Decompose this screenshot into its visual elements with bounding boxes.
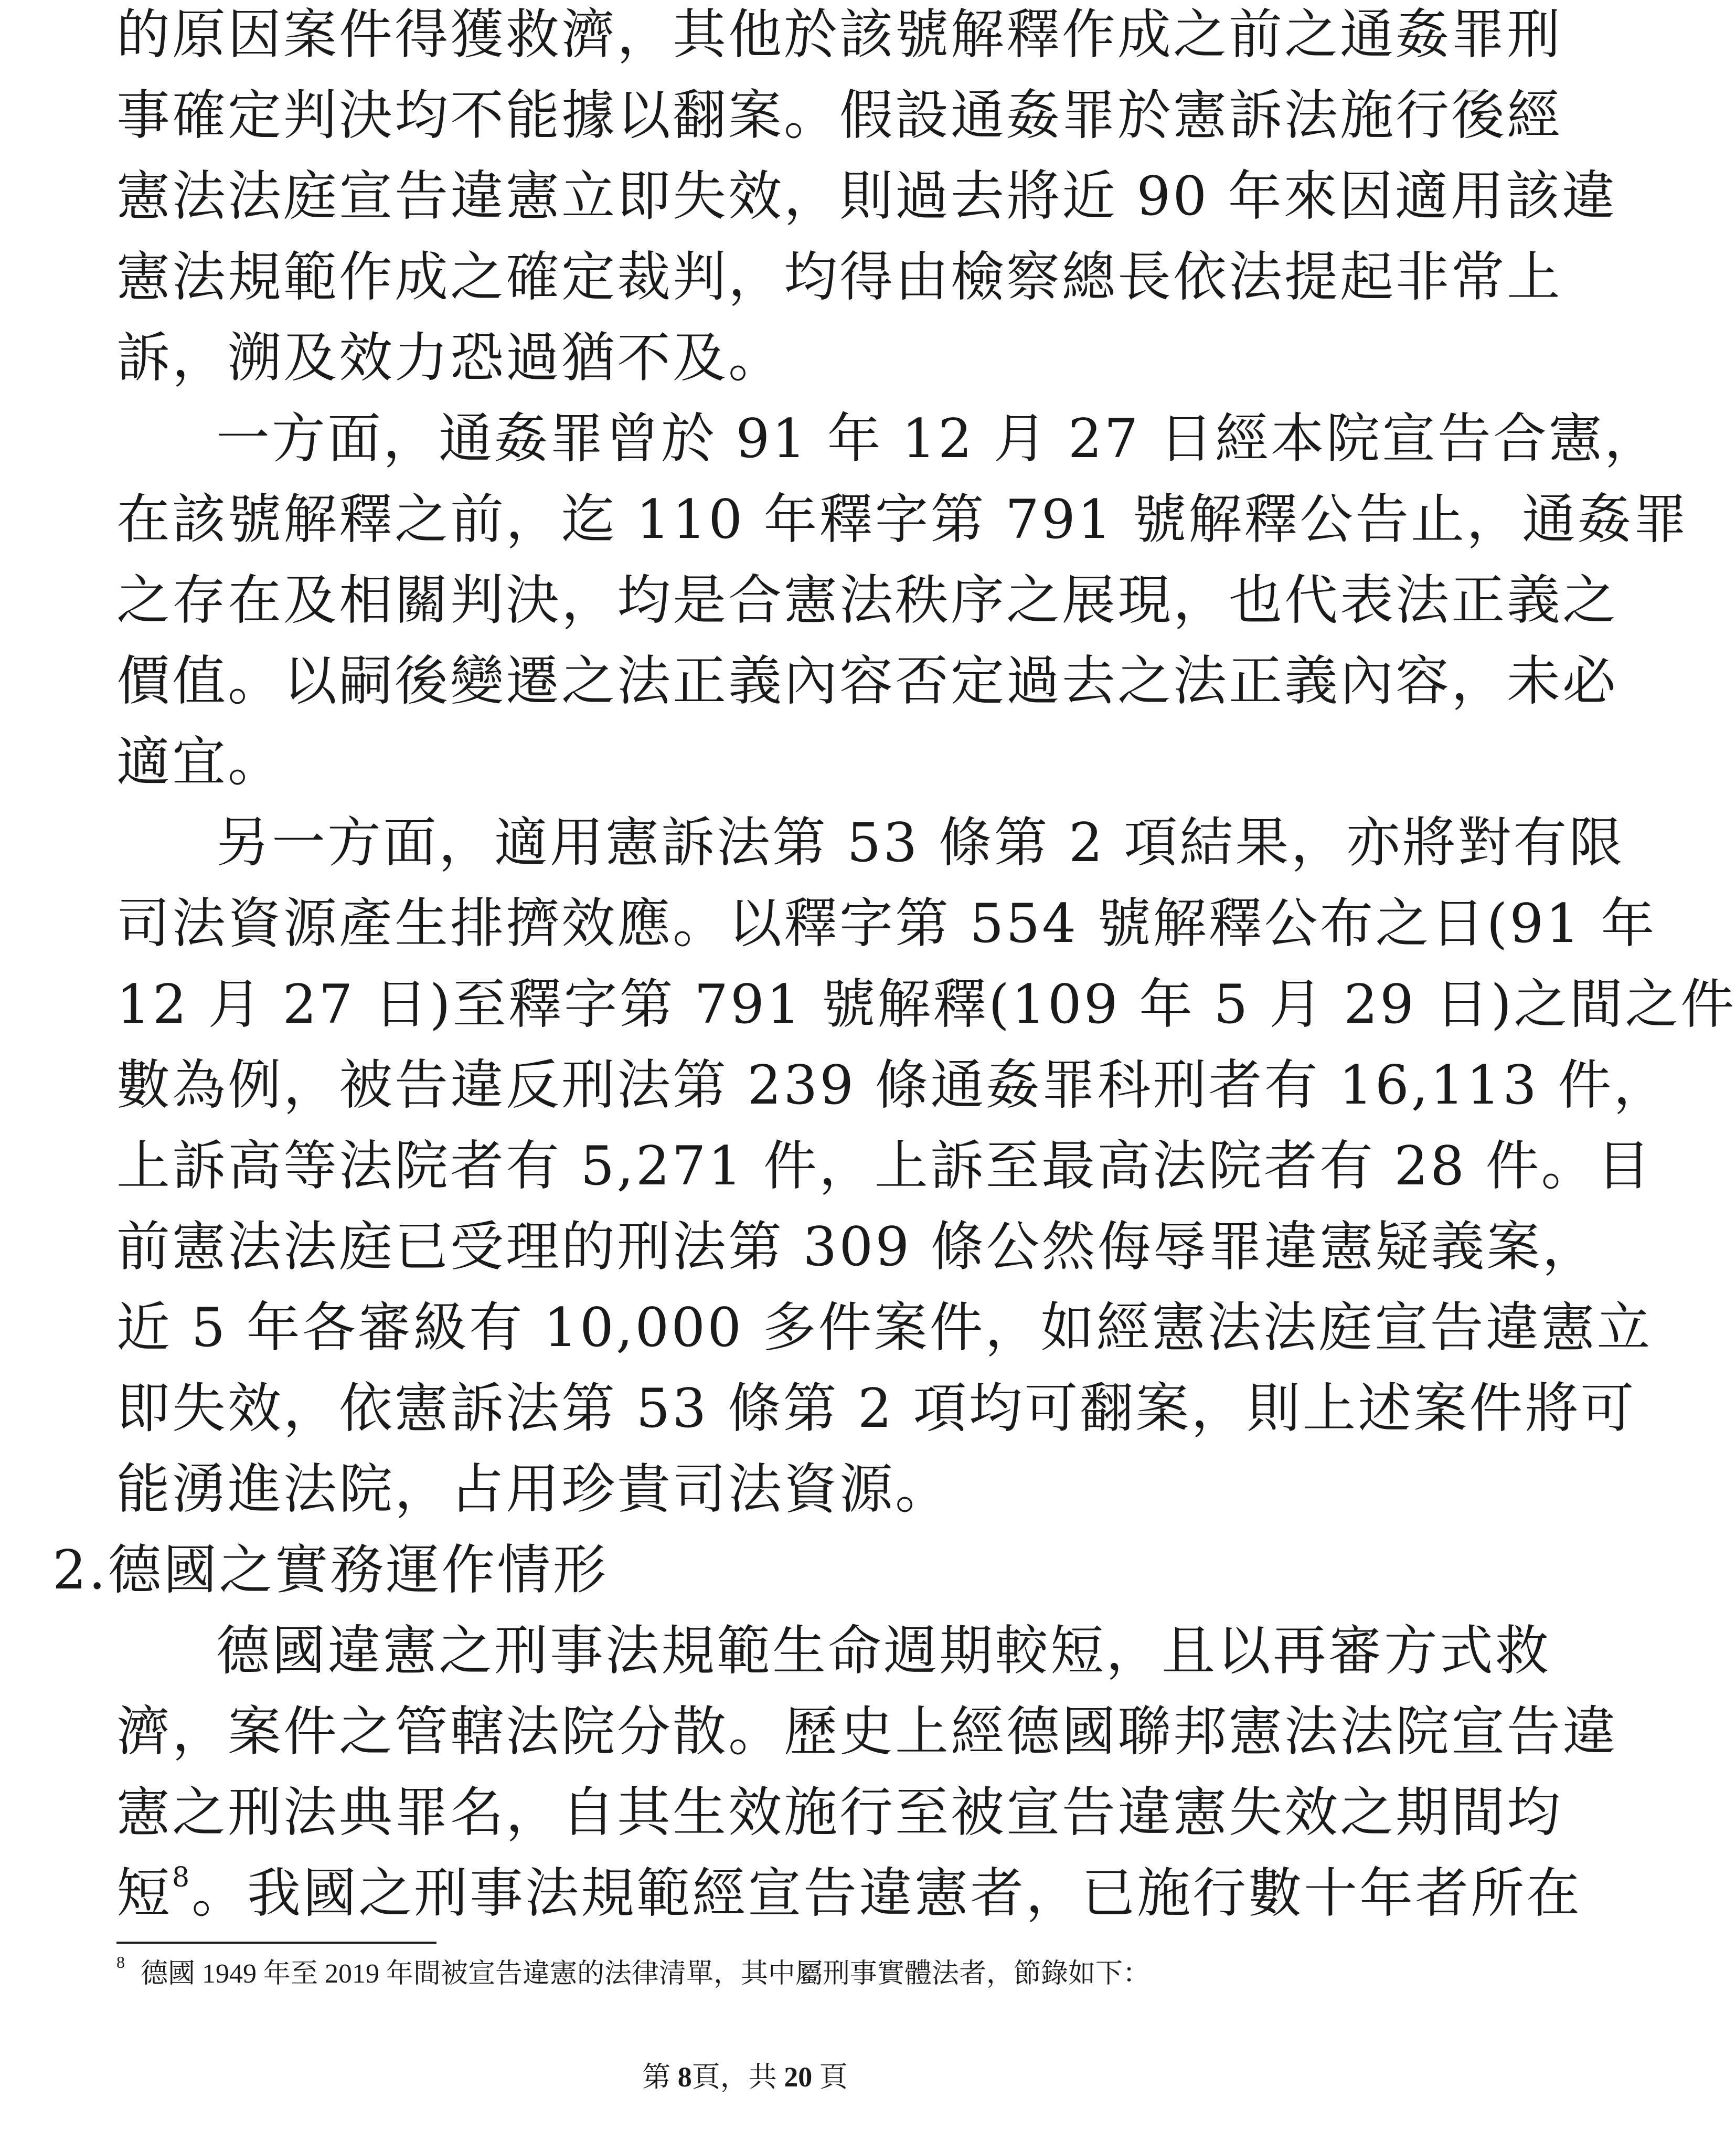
body-text-line: 數為例，被告違反刑法第 239 條通姦罪科刑者有 16,113 件， — [116, 1054, 1669, 1117]
body-text-line: 近 5 年各審級有 10,000 多件案件，如經憲法法庭宣告違憲立 — [116, 1297, 1653, 1359]
body-text-line: 訴，溯及效力恐過猶不及。 — [116, 327, 784, 389]
paragraph-first-line: 一方面，通姦罪曾於 91 年 12 月 27 日經本院宣告合憲， — [216, 408, 1660, 470]
footnote-text: 德國 1949 年至 2019 年間被宣告違憲的法律清單，其中屬刑事實體法者，節錄如下： — [141, 1959, 1151, 1989]
body-text-line: 憲法規範作成之確定裁判，均得由檢察總長依法提起非常上 — [116, 246, 1562, 309]
body-text-line: 上訴高等法院者有 5,271 件，上訴至最高法院者有 28 件。目 — [116, 1135, 1653, 1198]
body-text-line: 12 月 27 日)至釋字第 791 號解釋(109 年 5 月 29 日)之間之件 — [116, 973, 1736, 1036]
body-text-line: 司法資源產生排擠效應。以釋字第 554 號解釋公布之日(91 年 — [116, 893, 1657, 955]
body-text-line: 能湧進法院，占用珍貴司法資源。 — [116, 1458, 951, 1521]
page-number — [0, 2056, 1490, 2098]
footnote-marker: 8 — [116, 1953, 125, 1972]
body-text-line: 之存在及相關判決，均是合憲法秩序之展現，也代表法正義之 — [116, 569, 1618, 632]
body-text-fragment: 短 — [116, 1862, 172, 1925]
footnote — [116, 1953, 1360, 1995]
scan-edge-mark — [1466, 90, 1478, 92]
body-text-line: 適宜。 — [116, 731, 283, 793]
body-text-line: 憲法法庭宣告違憲立即失效，則過去將近 90 年來因適用該違 — [116, 165, 1617, 228]
page-number-current: 8 — [677, 2061, 692, 2093]
section-heading: 2.德國之實務運作情形 — [52, 1539, 609, 1602]
body-text-line: 價值。以嗣後變遷之法正義內容否定過去之法正義內容，未必 — [116, 650, 1618, 713]
footnote-separator — [116, 1942, 436, 1944]
page-number-middle: 頁，共 — [691, 2061, 777, 2093]
body-text-line: 憲之刑法典罪名，自其生效施行至被宣告違憲失效之期間均 — [116, 1782, 1562, 1844]
page-number-suffix: 頁 — [819, 2061, 848, 2093]
body-text-line: 前憲法法庭已受理的刑法第 309 條公然侮辱罪違憲疑義案， — [116, 1216, 1598, 1278]
body-text-line-with-footnote-ref — [116, 1855, 1582, 1933]
page-number-total: 20 — [784, 2061, 813, 2093]
footnote-reference[interactable]: 8 — [172, 1862, 192, 1893]
body-text-line: 事確定判決均不能據以翻案。假設通姦罪於憲訴法施行後經 — [116, 84, 1562, 147]
scan-edge-mark — [1466, 182, 1478, 183]
paragraph-first-line: 德國違憲之刑事法規範生命週期較短，且以再審方式救 — [216, 1620, 1551, 1682]
paragraph-first-line: 另一方面，適用憲訴法第 53 條第 2 項結果，亦將對有限 — [216, 812, 1625, 874]
body-text-line: 的原因案件得獲救濟，其他於該號解釋作成之前之通姦罪刑 — [116, 4, 1562, 66]
scan-edge-mark — [1466, 850, 1478, 852]
body-text-fragment: 。我國之刑事法規範經宣告違憲者，已施行數十年者所在 — [191, 1862, 1582, 1925]
body-text-line: 濟，案件之管轄法院分散。歷史上經德國聯邦憲法法院宣告違 — [116, 1701, 1618, 1763]
page-number-prefix: 第 — [642, 2061, 671, 2093]
body-text-line: 即失效，依憲訴法第 53 條第 2 項均可翻案，則上述案件將可 — [116, 1377, 1636, 1440]
body-text-line: 在該號解釋之前，迄 110 年釋字第 791 號解釋公告止，通姦罪 — [116, 489, 1689, 551]
